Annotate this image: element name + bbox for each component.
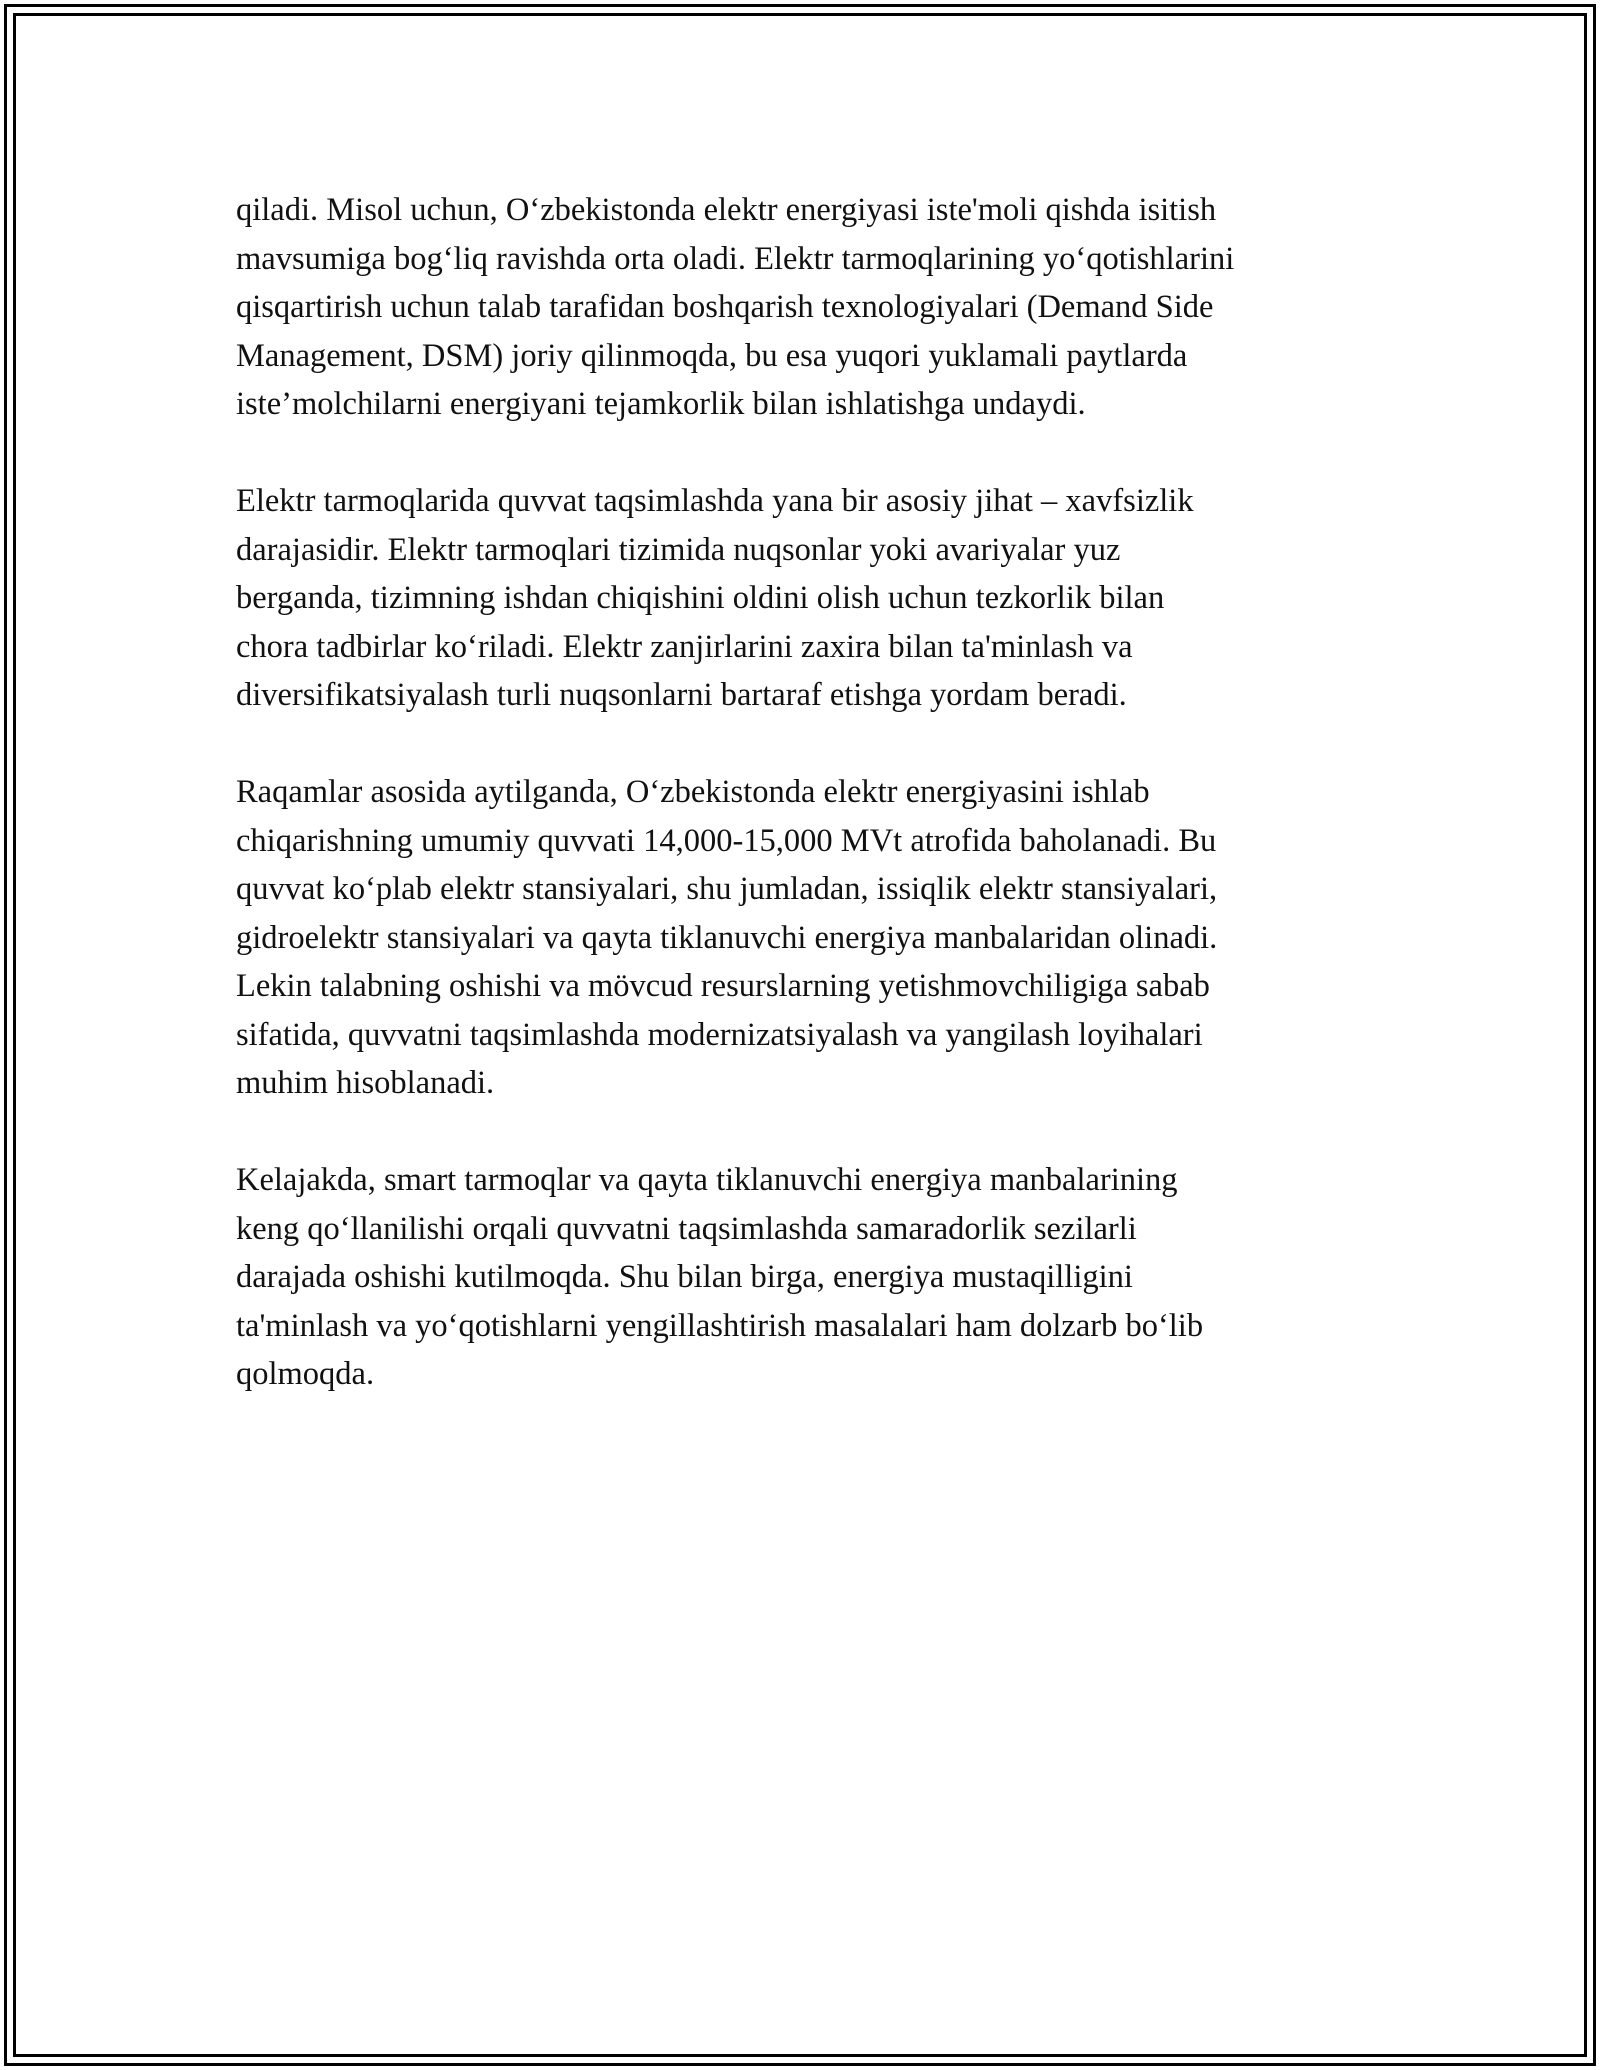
text-line: qolmoqda. xyxy=(236,1356,375,1392)
text-line: Elektr tarmoqlarida quvvat taqsimlashda yana bir asosiy jihat – xavfsizlik xyxy=(236,483,1194,519)
text-line: darajada oshishi kutilmoqda. Shu bilan birga, energiya mustaqilligini xyxy=(236,1259,1133,1295)
text-line: Raqamlar asosida aytilganda, O‘zbekistonda elektr energiyasini ishlab xyxy=(236,774,1150,810)
text-line: chora tadbirlar ko‘riladi. Elektr zanjirlarini zaxira bilan ta'minlash va xyxy=(236,628,1133,665)
paragraph-4 xyxy=(236,1156,1376,1399)
text-line: qiladi. Misol uchun, O‘zbekistonda elektr energiyasi iste'moli qishda isitish xyxy=(236,192,1217,228)
text-line: darajasidir. Elektr tarmoqlari tizimida nuqsonlar yoki avariyalar yuz xyxy=(236,531,1121,568)
text-line: qisqartirish uchun talab tarafidan boshqarish texnologiyalari (Demand Side xyxy=(236,289,1214,325)
text-line: gidroelektr stansiyalari va qayta tiklanuvchi energiya manbalaridan olinadi. xyxy=(236,919,1218,956)
text-line: mavsumiga bog‘liq ravishda orta oladi. Elektr tarmoqlarining yo‘qotishlarini xyxy=(236,240,1235,277)
paragraph-2 xyxy=(236,477,1376,720)
text-line: chiqarishning umumiy quvvati 14,000-15,000 MVt atrofida baholanadi. Bu xyxy=(236,822,1217,859)
text-line: sifatida, quvvatni taqsimlashda modernizatsiyalash va yangilash loyihalari xyxy=(236,1016,1203,1053)
text-line: Management, DSM) joriy qilinmoqda, bu esa yuqori yuklamali paytlarda xyxy=(236,337,1188,374)
paragraph-3 xyxy=(236,768,1376,1108)
text-line: muhim hisoblanadi. xyxy=(236,1065,495,1101)
text-line: keng qo‘llanilishi orqali quvvatni taqsimlashda samaradorlik sezilarli xyxy=(236,1210,1137,1247)
text-line: berganda, tizimning ishdan chiqishini oldini olish uchun tezkorlik bilan xyxy=(236,580,1165,616)
text-line: iste’molchilarni energiyani tejamkorlik bilan ishlatishga undaydi. xyxy=(236,386,1086,422)
text-line: Kelajakda, smart tarmoqlar va qayta tiklanuvchi energiya manbalarining xyxy=(236,1162,1178,1198)
document-body xyxy=(236,186,1376,1447)
text-line: Lekin talabning oshishi va mövcud resurslarning yetishmovchiligiga sabab xyxy=(236,968,1210,1004)
text-line: ta'minlash va yo‘qotishlarni yengillashtirish masalalari ham dolzarb bo‘lib xyxy=(236,1307,1204,1344)
paragraph-1 xyxy=(236,186,1376,429)
text-line: quvvat ko‘plab elektr stansiyalari, shu jumladan, issiqlik elektr stansiyalari, xyxy=(236,871,1218,907)
text-line: diversifikatsiyalash turli nuqsonlarni bartaraf etishga yordam beradi. xyxy=(236,677,1127,713)
